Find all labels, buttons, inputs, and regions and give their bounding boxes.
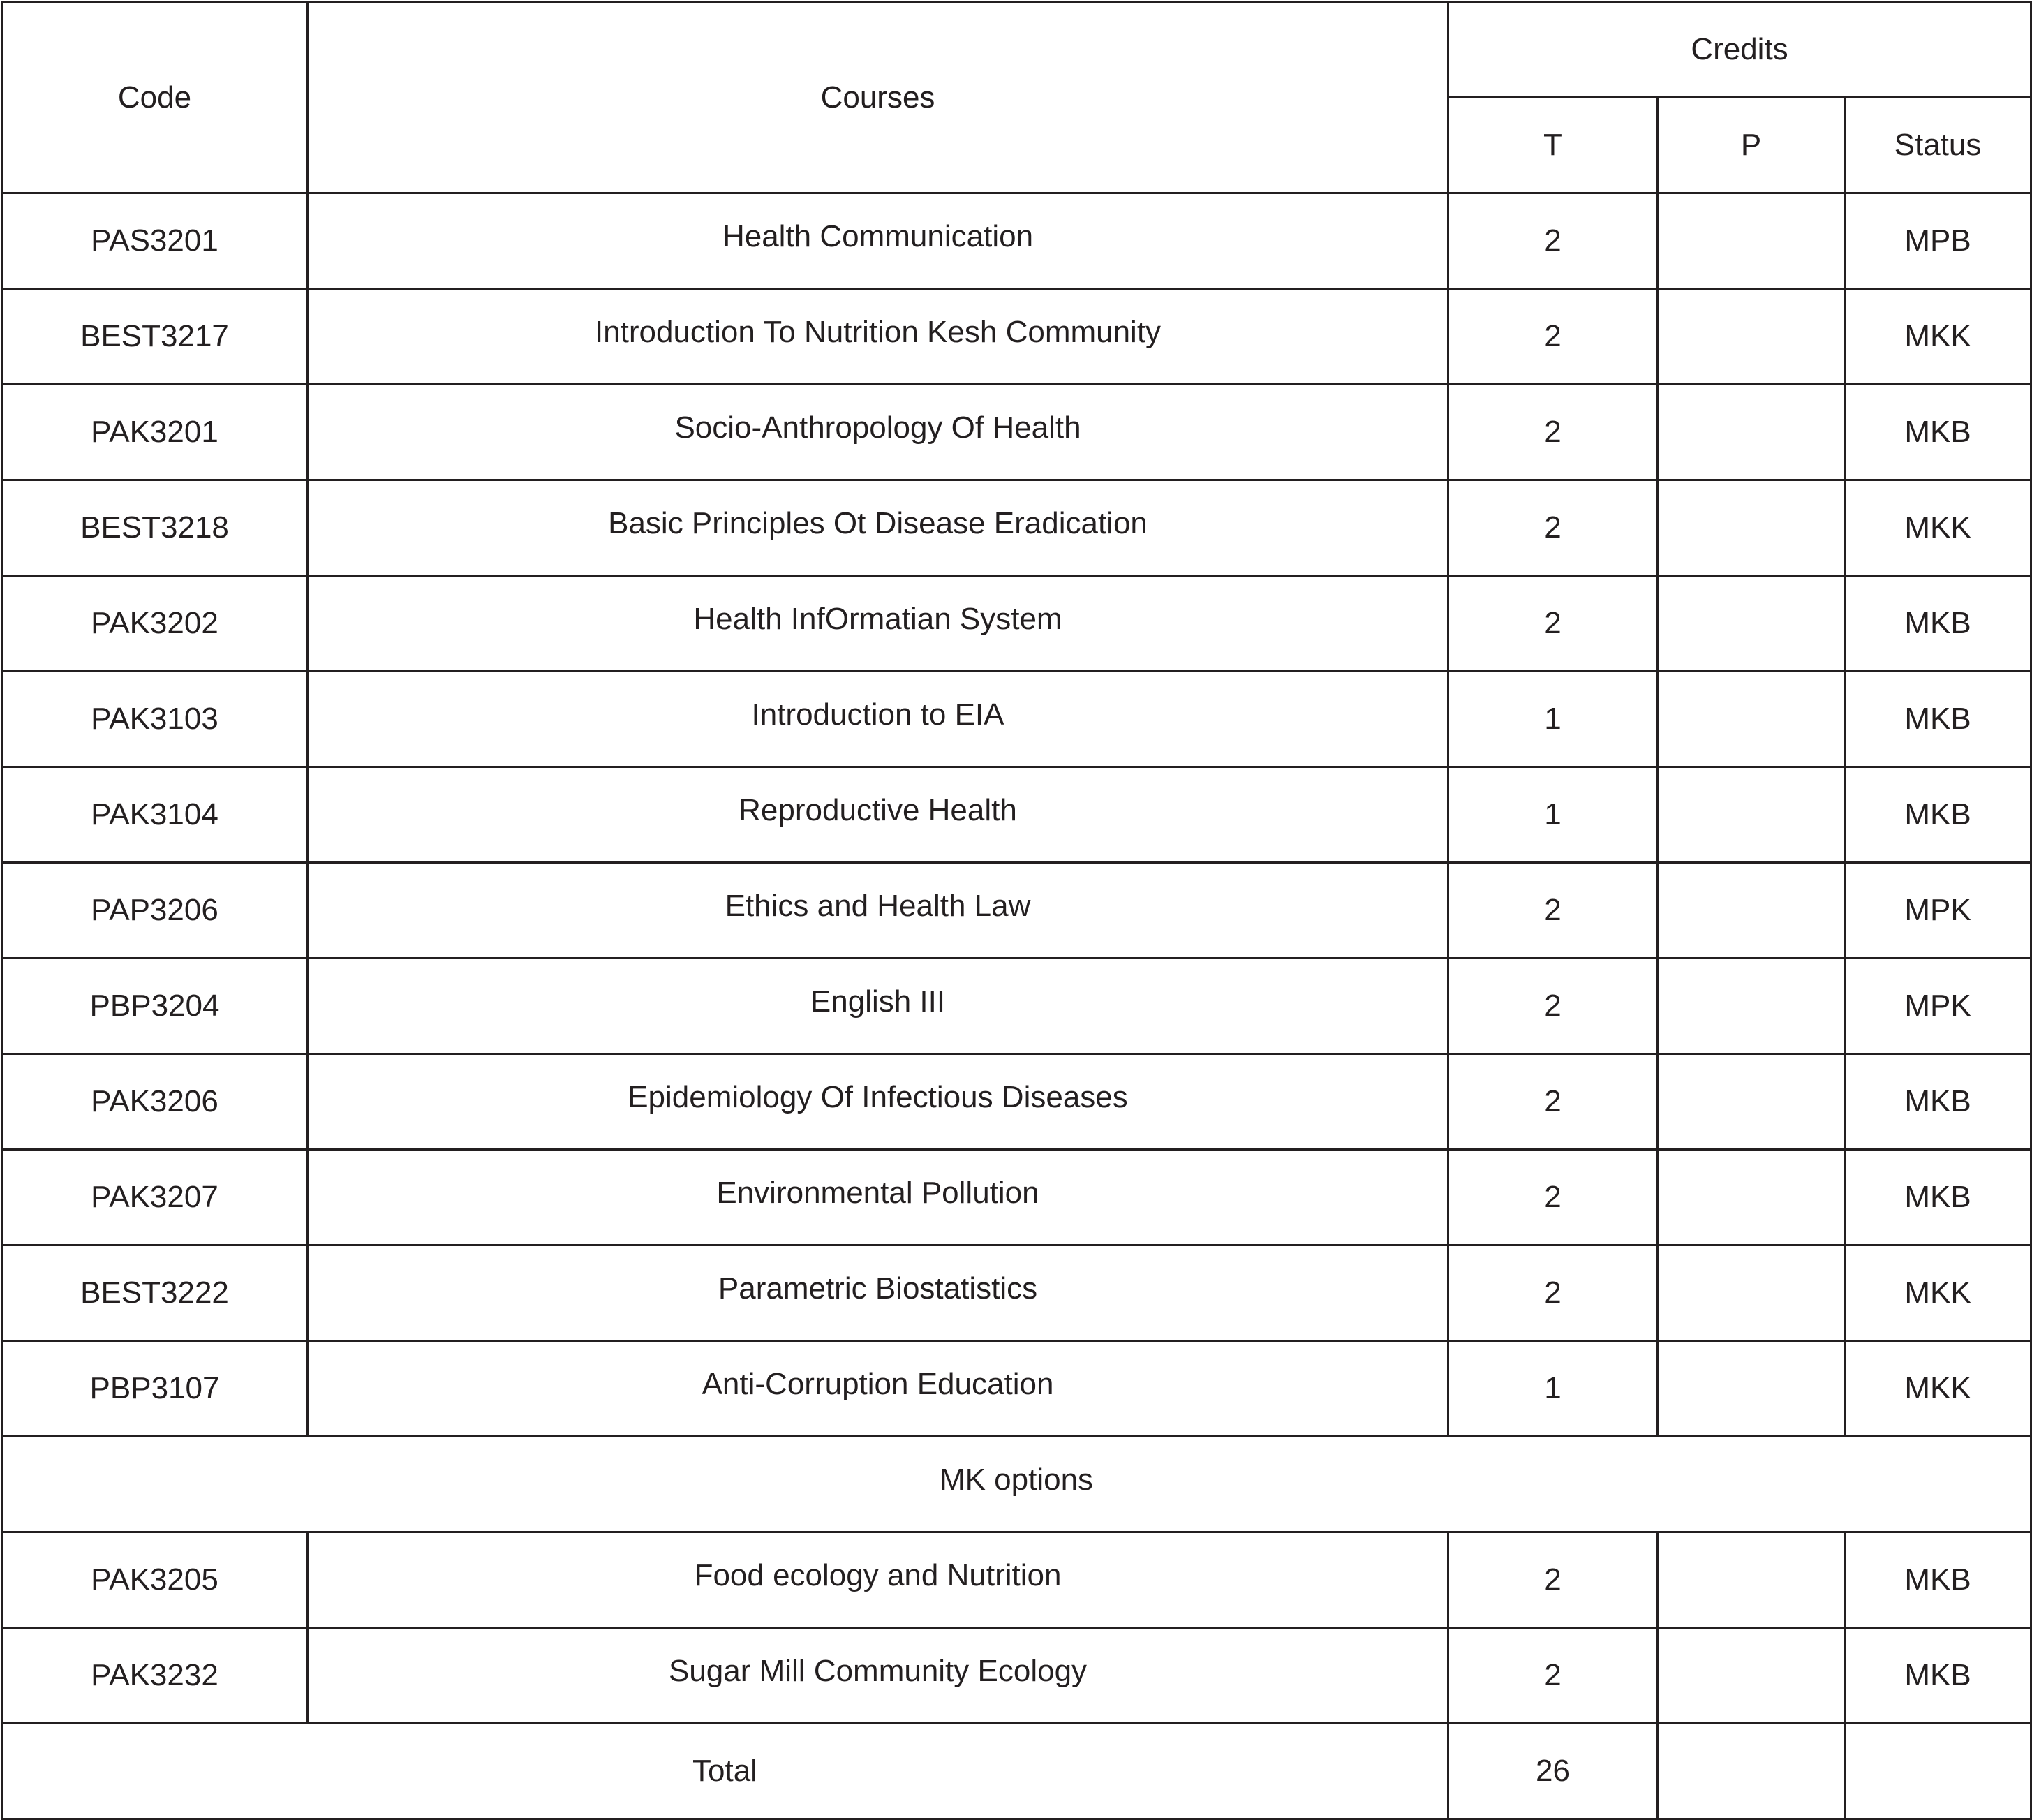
table-header [2,2,2031,193]
cell-course [308,672,1448,767]
course-name: English III [810,984,946,1019]
cell-t: 2 [1448,959,1658,1054]
cell-p [1658,863,1845,959]
cell-t: 2 [1448,1532,1658,1628]
options-label-text: MK options [939,1463,1094,1497]
cell-course [308,480,1448,576]
cell-p [1658,672,1845,767]
cell-p [1658,1054,1845,1150]
course-name: Health InfOrmatian System [693,602,1062,636]
course-name: Parametric Biostatistics [718,1271,1038,1305]
cell-status: MKB [1845,1628,2031,1724]
cell-course [308,576,1448,672]
cell-p [1658,1532,1845,1628]
table-row [2,1245,2031,1341]
cell-t: 2 [1448,1054,1658,1150]
cell-course [308,1245,1448,1341]
header-courses: Courses [308,2,1448,193]
cell-code: PAK3207 [2,1150,308,1245]
table-row [2,1054,2031,1150]
cell-code: PAK3201 [2,385,308,480]
cell-p [1658,1628,1845,1724]
cell-status: MKK [1845,1245,2031,1341]
cell-code: PBP3107 [2,1341,308,1437]
cell-status: MKB [1845,1150,2031,1245]
cell-t: 1 [1448,672,1658,767]
cell-p [1658,959,1845,1054]
cell-code: PBP3204 [2,959,308,1054]
cell-course [308,767,1448,863]
cell-code: BEST3222 [2,1245,308,1341]
total-t: 26 [1448,1724,1658,1819]
options-row [2,1437,2031,1532]
cell-status: MPK [1845,959,2031,1054]
cell-p [1658,576,1845,672]
cell-code: PAS3201 [2,193,308,289]
cell-p [1658,1150,1845,1245]
header-credits: Credits [1448,2,2031,98]
cell-p [1658,480,1845,576]
cell-t: 1 [1448,767,1658,863]
cell-t: 2 [1448,1245,1658,1341]
table-row [2,672,2031,767]
cell-course [308,959,1448,1054]
table-row [2,1532,2031,1628]
cell-t: 2 [1448,1628,1658,1724]
cell-status: MKB [1845,576,2031,672]
table-row [2,1628,2031,1724]
course-name: Introduction to EIA [751,697,1004,732]
course-name: Ethics and Health Law [725,889,1031,923]
table-row [2,767,2031,863]
cell-course [308,1341,1448,1437]
cell-t: 2 [1448,385,1658,480]
cell-code: PAK3205 [2,1532,308,1628]
total-row [2,1724,2031,1819]
cell-t: 2 [1448,1150,1658,1245]
cell-status: MKK [1845,1341,2031,1437]
options-label [2,1437,2031,1532]
cell-course [308,1150,1448,1245]
cell-status: MPK [1845,863,2031,959]
cell-status: MPB [1845,193,2031,289]
cell-t: 2 [1448,576,1658,672]
cell-code: BEST3217 [2,289,308,385]
course-name: Socio-Anthropology Of Health [674,410,1081,445]
cell-p [1658,1245,1845,1341]
cell-status: MKB [1845,385,2031,480]
cell-code: BEST3218 [2,480,308,576]
cell-code: PAP3206 [2,863,308,959]
table-row [2,959,2031,1054]
cell-p [1658,1341,1845,1437]
course-name: Environmental Pollution [716,1176,1039,1210]
header-p: P [1658,98,1845,193]
cell-code: PAK3206 [2,1054,308,1150]
cell-p [1658,385,1845,480]
cell-status: MKB [1845,1054,2031,1150]
table-row [2,385,2031,480]
cell-code: PAK3104 [2,767,308,863]
cell-p [1658,289,1845,385]
table-row [2,289,2031,385]
course-name: Basic Principles Ot Disease Eradication [608,506,1148,540]
cell-code: PAK3202 [2,576,308,672]
cell-t: 2 [1448,863,1658,959]
course-credits-table [1,1,2032,1820]
cell-course [308,385,1448,480]
table-row [2,576,2031,672]
course-name: Introduction To Nutrition Kesh Community [594,315,1162,349]
total-label: Total [2,1724,1448,1819]
header-code: Code [2,2,308,193]
cell-course [308,289,1448,385]
total-p [1658,1724,1845,1819]
table-row [2,863,2031,959]
cell-code: PAK3103 [2,672,308,767]
cell-course [308,193,1448,289]
table-row [2,1150,2031,1245]
header-status: Status [1845,98,2031,193]
cell-p [1658,767,1845,863]
table-row [2,1341,2031,1437]
course-name: Epidemiology Of Infectious Diseases [628,1080,1128,1114]
course-name: Reproductive Health [739,793,1017,827]
course-name: Health Communication [722,219,1034,253]
table-body [2,193,2031,1819]
cell-t: 1 [1448,1341,1658,1437]
cell-status: MKB [1845,1532,2031,1628]
cell-course [308,863,1448,959]
header-t: T [1448,98,1658,193]
cell-t: 2 [1448,289,1658,385]
total-status [1845,1724,2031,1819]
cell-course [308,1532,1448,1628]
course-name: Food ecology and Nutrition [694,1558,1062,1592]
cell-p [1658,193,1845,289]
cell-course [308,1054,1448,1150]
cell-t: 2 [1448,480,1658,576]
cell-course [308,1628,1448,1724]
cell-status: MKB [1845,767,2031,863]
cell-t: 2 [1448,193,1658,289]
cell-status: MKB [1845,672,2031,767]
cell-status: MKK [1845,480,2031,576]
table-row [2,193,2031,289]
table-row [2,480,2031,576]
course-name: Sugar Mill Community Ecology [668,1654,1088,1688]
cell-code: PAK3232 [2,1628,308,1724]
course-name: Anti-Corruption Education [702,1367,1054,1401]
cell-status: MKK [1845,289,2031,385]
